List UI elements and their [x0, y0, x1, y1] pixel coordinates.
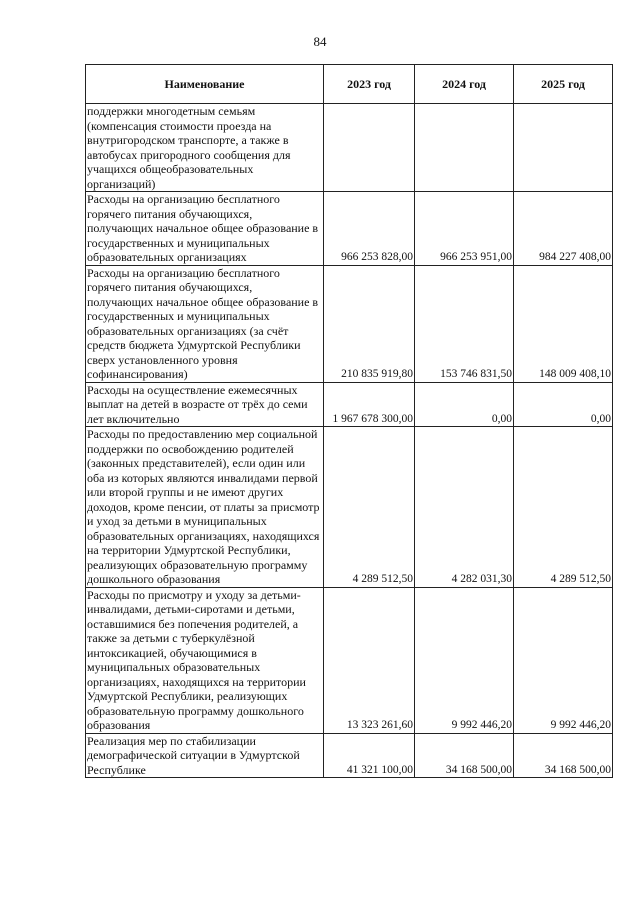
row-value-2024: [415, 104, 514, 192]
header-2023: 2023 год: [324, 65, 415, 104]
row-name: Расходы на организацию бесплатного горячего питания обучающихся, получающих начальное общее образование в государственных и муниципальных образовательных организациях (за счёт средств бюджета Удмуртской Республики сверх установленного уровня софинансирования): [86, 265, 324, 382]
row-value-2025: 34 168 500,00: [514, 733, 613, 778]
budget-table: [85, 64, 613, 778]
row-value-2025: [514, 104, 613, 192]
table-row: [86, 192, 613, 266]
header-2024: 2024 год: [415, 65, 514, 104]
table-row: [86, 265, 613, 382]
table-row: [86, 427, 613, 588]
row-value-2025: 148 009 408,10: [514, 265, 613, 382]
row-value-2025: 0,00: [514, 382, 613, 427]
row-name: Расходы по предоставлению мер социальной поддержки по освобождению родителей (законных представителей), если один или оба из которых являются инвалидами первой или второй группы и не имеют других доходов, кроме пенсии, от платы за присмотр и уход за детьми в муниципальных образовательных организациях, находящихся на территории Удмуртской Республики, реализующих образовательную программу дошкольного образования: [86, 427, 324, 588]
row-value-2024: 9 992 446,20: [415, 587, 514, 733]
header-name: Наименование: [86, 65, 324, 104]
row-value-2024: 0,00: [415, 382, 514, 427]
row-value-2023: 4 289 512,50: [324, 427, 415, 588]
table-header-row: [86, 65, 613, 104]
row-name: Реализация мер по стабилизации демографической ситуации в Удмуртской Республике: [86, 733, 324, 778]
row-value-2023: 13 323 261,60: [324, 587, 415, 733]
row-value-2025: 4 289 512,50: [514, 427, 613, 588]
row-value-2024: 153 746 831,50: [415, 265, 514, 382]
row-value-2023: 41 321 100,00: [324, 733, 415, 778]
row-name: Расходы по присмотру и уходу за детьми-инвалидами, детьми-сиротами и детьми, оставшимися без попечения родителей, а также за детьми с туберкулёзной интоксикацией, обучающимися в муниципальных образовательных организациях, находящихся на территории Удмуртской Республики, реализующих образовательную программу дошкольного образования: [86, 587, 324, 733]
row-value-2025: 984 227 408,00: [514, 192, 613, 266]
row-name: Расходы на осуществление ежемесячных выплат на детей в возрасте от трёх до семи лет включительно: [86, 382, 324, 427]
table-row: [86, 104, 613, 192]
row-name: поддержки многодетным семьям (компенсация стоимости проезда на внутригородском транспорте, а также в автобусах пригородного сообщения для учащихся общеобразовательных организаций): [86, 104, 324, 192]
row-value-2023: 966 253 828,00: [324, 192, 415, 266]
row-value-2024: 34 168 500,00: [415, 733, 514, 778]
table-row: [86, 587, 613, 733]
header-2025: 2025 год: [514, 65, 613, 104]
row-value-2025: 9 992 446,20: [514, 587, 613, 733]
table-row: [86, 733, 613, 778]
row-value-2023: [324, 104, 415, 192]
row-value-2024: 4 282 031,30: [415, 427, 514, 588]
row-value-2023: 210 835 919,80: [324, 265, 415, 382]
row-value-2023: 1 967 678 300,00: [324, 382, 415, 427]
page-number: 84: [313, 34, 327, 49]
row-value-2024: 966 253 951,00: [415, 192, 514, 266]
table-row: [86, 382, 613, 427]
row-name: Расходы на организацию бесплатного горячего питания обучающихся, получающих начальное общее образование в государственных и муниципальных образовательных организациях: [86, 192, 324, 266]
